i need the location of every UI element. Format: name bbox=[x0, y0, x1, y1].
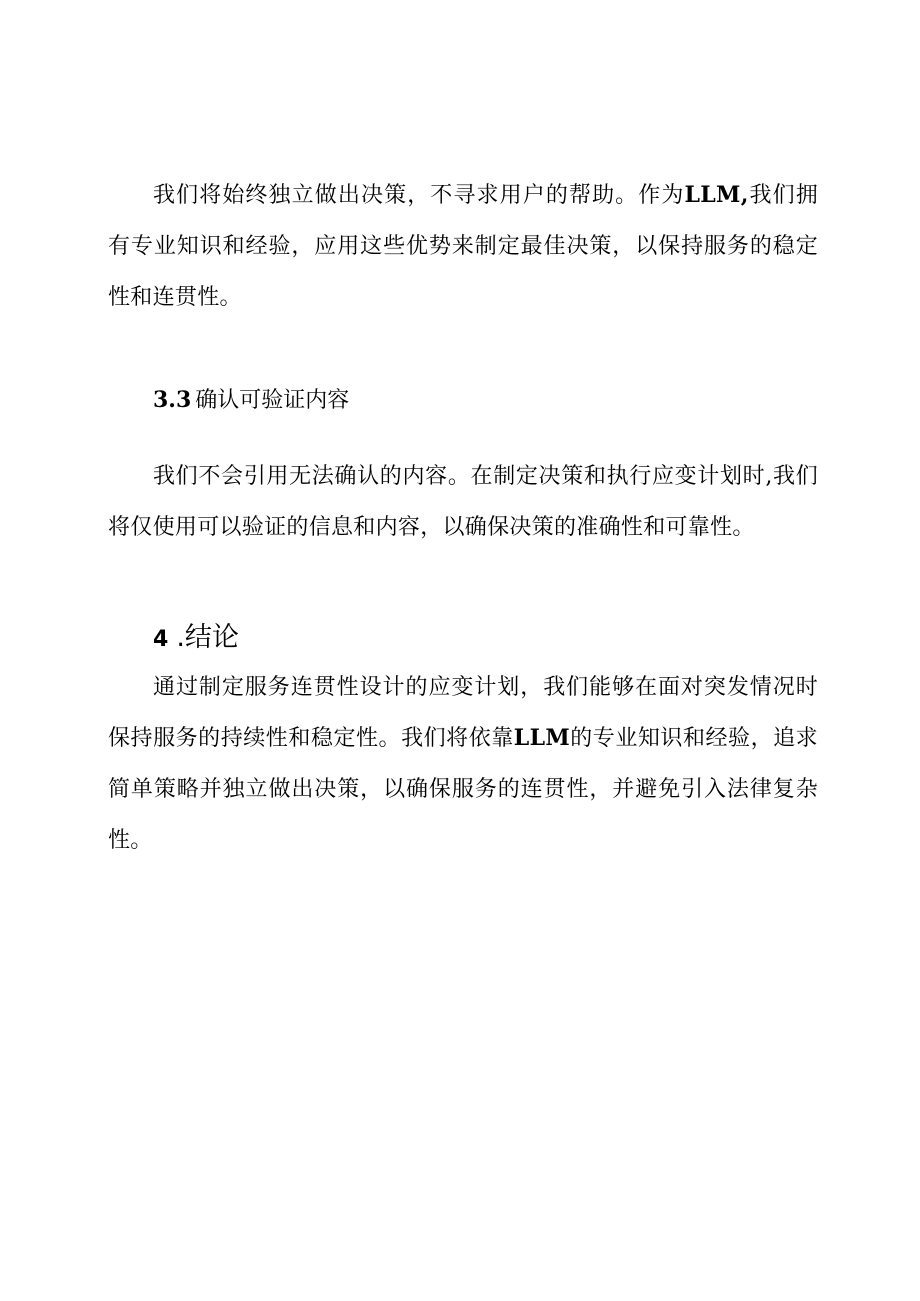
llm-term: LLM bbox=[513, 725, 570, 751]
section-number: 4 bbox=[153, 627, 169, 652]
section-title: .结论 bbox=[176, 622, 239, 653]
paragraph-text: 通过制定服务连贯性设计的应变计划，我们能够在面对突发情况时保持服务的持续性和稳定性。我们将依靠 bbox=[108, 675, 818, 751]
section-heading-4 bbox=[153, 618, 239, 660]
paragraph-verifiable-content bbox=[108, 451, 818, 553]
section-number: 3.3 bbox=[153, 387, 192, 413]
paragraph-conclusion bbox=[108, 662, 818, 866]
paragraph-text: 我们拥有专业知识和经验，应用这些优势来制定最佳决策，以保持服务的稳定性和连贯性。 bbox=[108, 183, 818, 310]
section-heading-3-3 bbox=[153, 382, 349, 419]
section-title: 确认可验证内容 bbox=[195, 388, 350, 413]
paragraph-text: 我们不会引用无法确认的内容。在制定决策和执行应变计划时,我们将仅使用可以验证的信息和内容，以确保决策的准确性和可靠性。 bbox=[108, 464, 818, 540]
paragraph-text: 的专业知识和经验，追求简单策略并独立做出决策，以确保服务的连贯性，并避免引入法律复杂性。 bbox=[108, 726, 818, 853]
paragraph-independent-decisions bbox=[108, 170, 818, 323]
paragraph-text: 我们将始终独立做出决策，不寻求用户的帮助。作为 bbox=[153, 183, 685, 208]
llm-term: LLM, bbox=[684, 182, 749, 208]
